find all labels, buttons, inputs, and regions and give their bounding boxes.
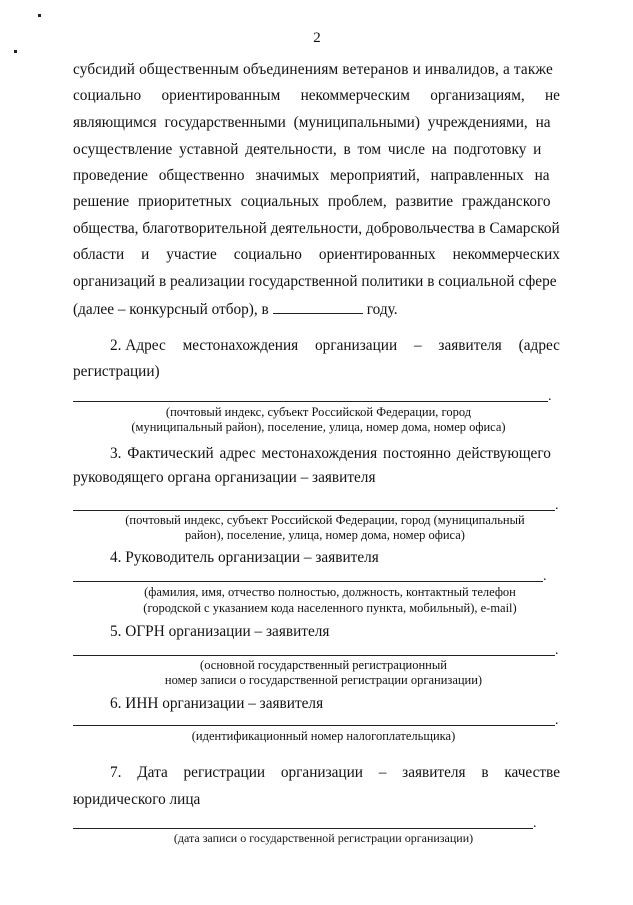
- item-5-line-1: 5. ОГРН организации – заявителя: [110, 623, 330, 640]
- item-3-line-1: 3. Фактический адрес местонахождения постоянно действующего: [110, 445, 551, 462]
- intro-line-2: социально ориентированным некоммерческим организациям, не: [73, 87, 560, 104]
- item-4-fill-line: [73, 581, 543, 582]
- item-2-caption-1: (почтовый индекс, субъект Российской Федерации, город: [165, 405, 472, 419]
- item-4-line-1: 4. Руководитель организации – заявителя: [110, 549, 379, 566]
- line-end-dot: .: [548, 389, 552, 404]
- item-6-caption-1: (идентификационный номер налогоплательщика): [191, 729, 456, 743]
- scan-mark: [38, 14, 41, 17]
- item-3-fill-line: [73, 510, 555, 511]
- page-number: 2: [313, 30, 321, 46]
- line-end-dot: .: [555, 713, 559, 728]
- line-end-dot: .: [555, 498, 559, 513]
- item-6-fill-line: [73, 725, 555, 726]
- item-7-caption-1: (дата записи о государственной регистрации организации): [173, 831, 474, 845]
- item-7-continuation: юридического лица: [73, 791, 201, 808]
- line-end-dot: .: [543, 569, 547, 584]
- line-end-dot: .: [555, 643, 559, 658]
- intro-line-6: решение приоритетных социальных проблем, развитие гражданского: [73, 193, 551, 210]
- item-2-heading: 2. Адрес местонахождения организации – заявителя (адрес: [110, 337, 560, 354]
- year-blank: [273, 299, 363, 314]
- item-2-continuation: регистрации): [73, 363, 160, 380]
- item-6-line-1: 6. ИНН организации – заявителя: [110, 695, 324, 712]
- intro-line-5: проведение общественно значимых мероприятий, направленных на: [73, 167, 550, 184]
- scan-mark: [14, 50, 17, 53]
- intro-line-7: общества, благотворительной деятельности, добровольчества в Самарской: [73, 220, 560, 237]
- intro-line-10: (далее – конкурсный отбор), в году.: [73, 301, 398, 318]
- item-3-caption-1: (почтовый индекс, субъект Российской Федерации, город (муниципальный: [125, 513, 525, 527]
- item-7-fill-line: [73, 828, 533, 829]
- item-4-caption-2: (городской с указанием кода населенного пункта, мобильный), e-mail): [143, 601, 517, 615]
- intro-line-9: организаций в реализации государственной политики в социальной сфере: [73, 273, 557, 290]
- item-5-caption-1: (основной государственный регистрационный: [200, 658, 447, 672]
- item-5-fill-line: [73, 655, 555, 656]
- item-5-caption-2: номер записи о государственной регистрации организации): [164, 673, 483, 687]
- item-7-heading: 7. Дата регистрации организации – заявителя в качестве: [110, 764, 560, 781]
- item-3-caption-2: район), поселение, улица, номер дома, номер офиса): [185, 528, 465, 542]
- intro-line-1: субсидий общественным объединениям ветеранов и инвалидов, а также: [73, 61, 553, 78]
- intro-line-4: осуществление уставной деятельности, в том числе на подготовку и: [73, 141, 542, 158]
- item-2-fill-line: [73, 401, 548, 402]
- intro-line-8: области и участие социально ориентированных некоммерческих: [73, 246, 560, 263]
- line-end-dot: .: [533, 816, 537, 831]
- item-3-line-2: руководящего органа организации – заявителя: [73, 469, 376, 486]
- intro-line-3: являющимся государственными (муниципальными) учреждениями, на: [73, 114, 551, 131]
- item-4-caption-1: (фамилия, имя, отчество полностью, должность, контактный телефон: [144, 585, 516, 599]
- item-2-caption-2: (муниципальный район), поселение, улица, номер дома, номер офиса): [131, 420, 506, 434]
